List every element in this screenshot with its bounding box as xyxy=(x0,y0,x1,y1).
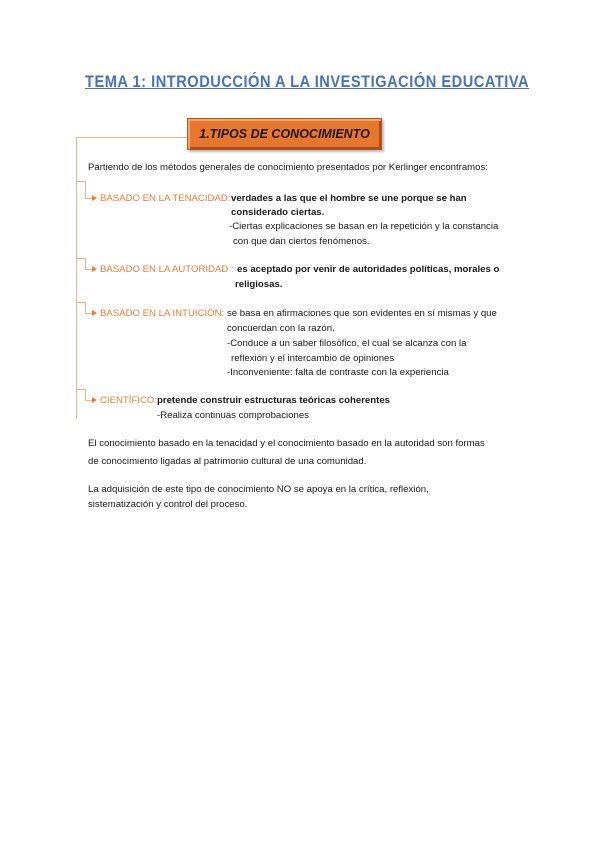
item-text: verdades a las que el hombre se une porque se han xyxy=(231,193,467,204)
item-text: considerado ciertas. xyxy=(231,207,325,218)
arrow-icon xyxy=(92,310,97,316)
item-text: se basa en afirmaciones que son evidentes en sí mismas y que xyxy=(227,308,497,319)
item-text: con que dan ciertos fenómenos. xyxy=(233,236,370,247)
intro-text: Partiendo de los métodos generales de conocimiento presentados por Kerlinger encontramos: xyxy=(88,162,488,173)
item-text: concuerdan con la razón. xyxy=(227,323,335,334)
item-text: -Ciertas explicaciones se basan en la repetición y la constancia xyxy=(229,221,499,232)
page-title: TEMA 1: INTRODUCCIÓN A LA INVESTIGACIÓN EDUCATIVA xyxy=(85,72,530,91)
item-text: es aceptado por venir de autoridades políticas, morales o xyxy=(237,264,500,275)
paragraph-line: sistematización y control del proceso. xyxy=(88,499,248,510)
connector-line xyxy=(85,181,86,199)
item-text: -Inconveniente: falta de contraste con la experiencia xyxy=(227,367,449,378)
connector-line xyxy=(76,137,77,419)
item-text: religiosas. xyxy=(235,279,283,290)
paragraph-line: El conocimiento basado en la tenacidad y el conocimiento basado en la autoridad son formas xyxy=(88,438,485,449)
arrow-icon xyxy=(92,266,97,272)
section-heading-box: 1.TIPOS DE CONOCIMIENTO xyxy=(187,118,382,150)
item-label-intuicion: BASADO EN LA INTUICIÓN: xyxy=(100,308,225,319)
item-label-cientifico: CIENTÍFICO: xyxy=(100,395,158,406)
item-text: reflexión y el intercambio de opiniones xyxy=(231,353,395,364)
item-text: pretende construir estructuras teóricas coherentes xyxy=(157,395,390,406)
arrow-icon xyxy=(92,195,97,201)
item-text: -Realiza continuas comprobaciones xyxy=(157,410,309,421)
paragraph-line: La adquisición de este tipo de conocimiento NO se apoya en la crítica, reflexión, xyxy=(88,484,429,495)
paragraph-line: de conocimiento ligadas al patrimonio cultural de una comunidad. xyxy=(88,456,367,467)
arrow-icon xyxy=(92,397,97,403)
item-label-autoridad: BASADO EN LA AUTORIDAD : xyxy=(100,264,234,275)
item-label-tenacidad: BASADO EN LA TENACIDAD: xyxy=(100,193,231,204)
item-text: -Conduce a un saber filosófico, el cual se alcanza con la xyxy=(227,338,467,349)
connector-line xyxy=(76,137,187,138)
